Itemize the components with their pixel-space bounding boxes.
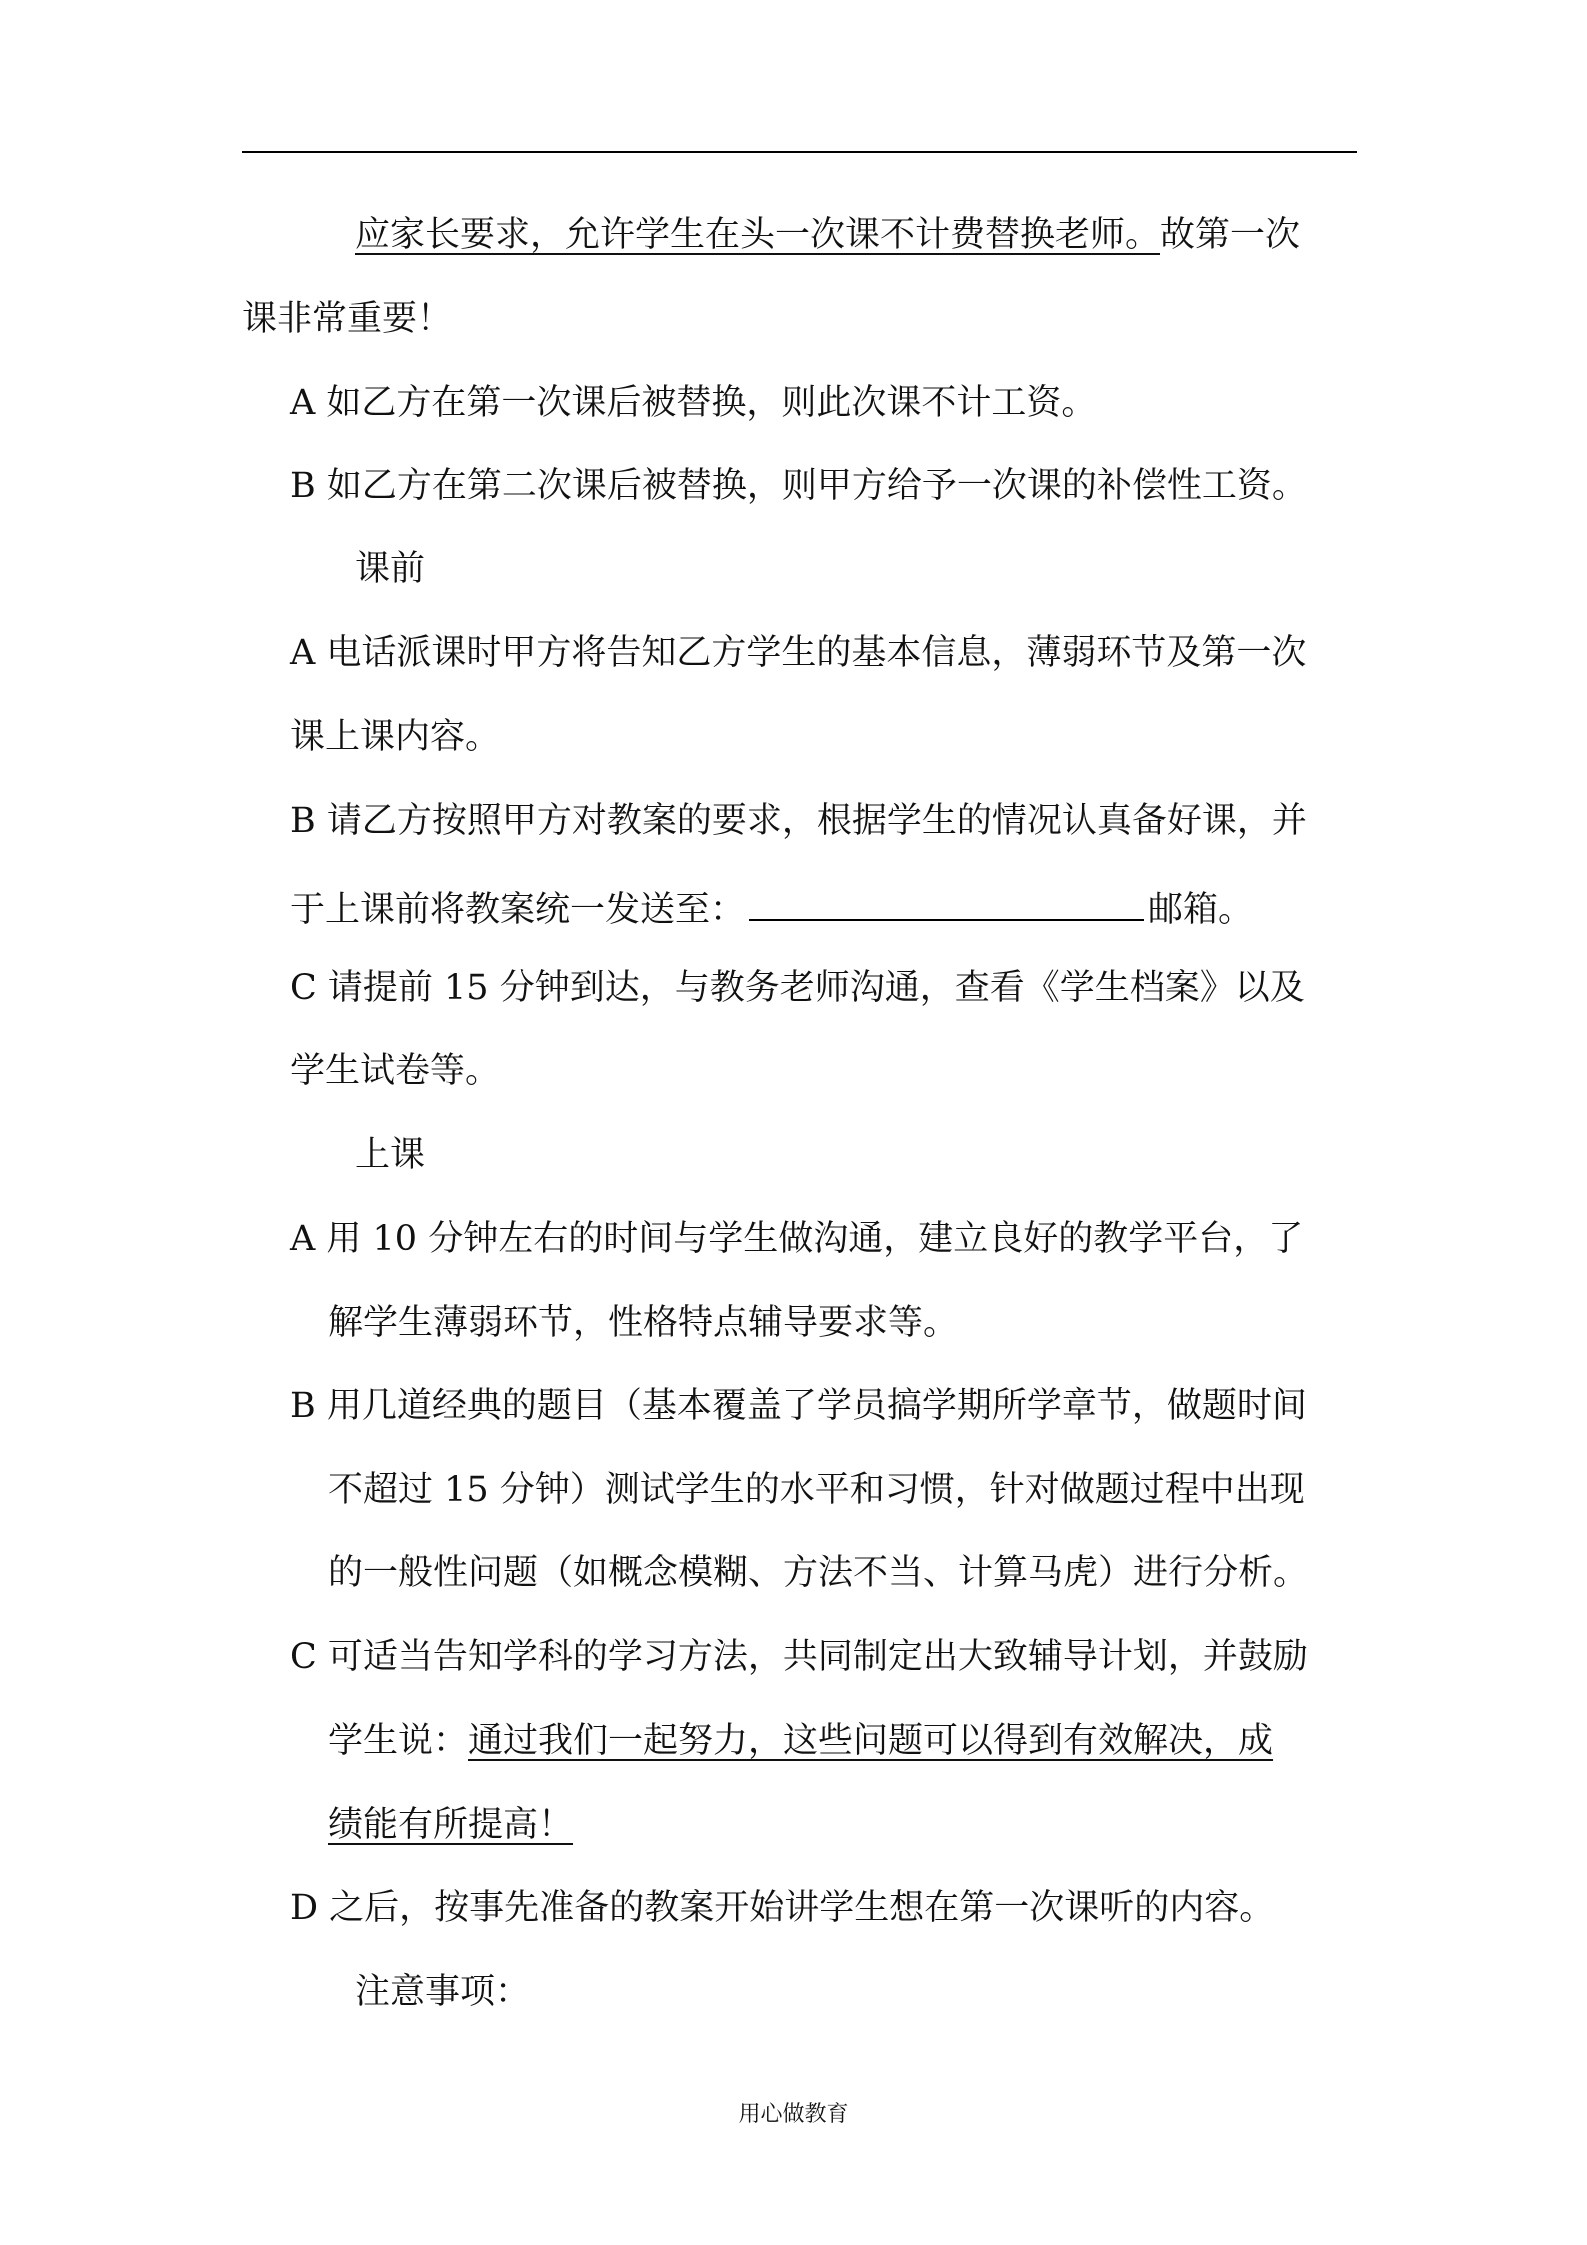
- before-item-a-line-1: A 电话派课时甲方将告知乙方学生的基本信息，薄弱环节及第一次: [290, 633, 1307, 673]
- before-item-b-text: 于上课前将教案统一发送至：: [290, 890, 746, 930]
- intro-line-2: 课非常重要！: [242, 299, 453, 339]
- intro-rest-text: 故第一次: [1160, 215, 1301, 255]
- email-blank-line: [749, 887, 1144, 921]
- class-item-c-line-3: [328, 1805, 574, 1845]
- before-item-a-line-2: 课上课内容。: [290, 717, 501, 757]
- section-heading-in-class: 上课: [355, 1135, 426, 1175]
- class-item-a-line-1: A 用 10 分钟左右的时间与学生做沟通，建立良好的教学平台，了: [290, 1219, 1304, 1259]
- before-item-b-line-1: B 请乙方按照甲方对教案的要求，根据学生的情况认真备好课，并: [290, 801, 1307, 841]
- header-rule: [242, 151, 1357, 153]
- intro-underlined-text: 应家长要求，允许学生在头一次课不计费替换老师。: [355, 215, 1161, 255]
- before-item-b-line-2: [290, 887, 1253, 928]
- class-item-b-line-3: 的一般性问题（如概念模糊、方法不当、计算马虎）进行分析。: [328, 1553, 1309, 1593]
- class-item-b-line-2: 不超过 15 分钟）测试学生的水平和习惯，针对做题过程中出现: [328, 1470, 1305, 1510]
- before-item-c-line-1: C 请提前 15 分钟到达，与教务老师沟通，查看《学生档案》以及: [290, 968, 1305, 1008]
- class-item-c-underlined-1: 通过我们一起努力，这些问题可以得到有效解决，成: [468, 1721, 1274, 1761]
- replace-rule-b: B 如乙方在第二次课后被替换，则甲方给予一次课的补偿性工资。: [290, 466, 1307, 506]
- section-heading-before-class: 课前: [355, 549, 426, 589]
- before-item-b-suffix: 邮箱。: [1148, 890, 1254, 930]
- before-item-c-line-2: 学生试卷等。: [290, 1051, 501, 1091]
- page-footer: 用心做教育: [738, 2102, 849, 2127]
- section-heading-notes: 注意事项：: [355, 1972, 531, 2012]
- replace-rule-a: A 如乙方在第一次课后被替换，则此次课不计工资。: [290, 383, 1097, 423]
- class-item-c-prefix: 学生说：: [328, 1721, 469, 1761]
- class-item-d: D 之后，按事先准备的教案开始讲学生想在第一次课听的内容。: [290, 1888, 1275, 1928]
- class-item-b-line-1: B 用几道经典的题目（基本覆盖了学员搞学期所学章节，做题时间: [290, 1386, 1307, 1426]
- intro-line-1: [355, 215, 1301, 255]
- class-item-c-line-2: [328, 1721, 1274, 1761]
- class-item-c-underlined-2: 绩能有所提高！: [328, 1805, 574, 1845]
- class-item-c-line-1: C 可适当告知学科的学习方法，共同制定出大致辅导计划，并鼓励: [290, 1637, 1308, 1677]
- class-item-a-line-2: 解学生薄弱环节，性格特点辅导要求等。: [328, 1303, 959, 1343]
